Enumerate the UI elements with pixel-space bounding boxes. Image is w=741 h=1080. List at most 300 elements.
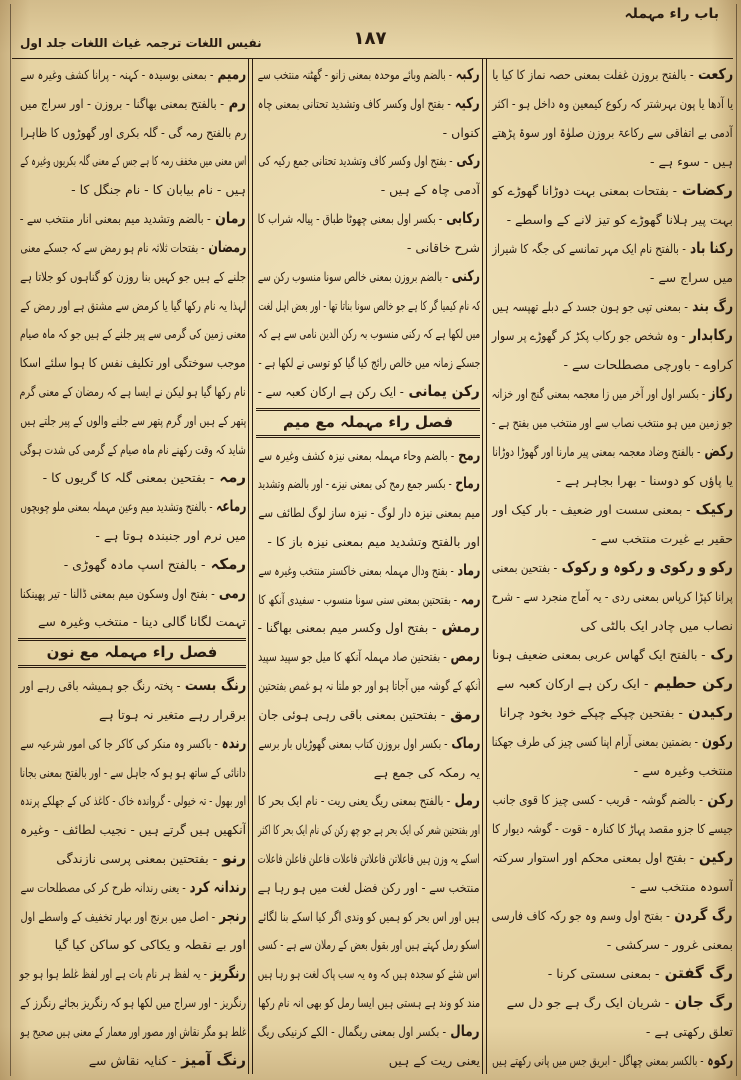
definition-text: - بفتحین چپکے چپکے خود بخود چرانا — [499, 705, 683, 720]
dictionary-entry — [256, 148, 480, 172]
entry-continuation-line — [490, 352, 733, 376]
headword: رکن — [706, 790, 733, 808]
line-content — [267, 529, 480, 553]
headword: رکن حطیم — [653, 674, 733, 692]
line-content — [492, 91, 733, 115]
dictionary-entry — [256, 264, 480, 288]
definition-text: - پختہ رنگ جو ہمیشہ باقی رہے اور — [20, 678, 181, 694]
entry-continuation-line — [256, 235, 480, 259]
dictionary-entry — [256, 206, 480, 230]
line-content — [497, 671, 733, 695]
definition-text: - باکسر وہ منکر کی کاکر جا کی امور شرعیہ سے — [20, 735, 218, 751]
line-content — [507, 990, 733, 1014]
headword: رم — [228, 93, 246, 112]
entry-continuation-line — [18, 932, 246, 956]
dictionary-entry — [18, 235, 246, 259]
headword: رمکہ — [210, 554, 246, 573]
definition-text: رنگریز - اور سراج میں لکھا ہو کہ رنگریز بجائے رنگرز کے — [19, 995, 246, 1010]
line-content — [258, 932, 480, 956]
entry-continuation-line — [18, 264, 246, 288]
definition-text: - بالکسر بمعنی چھاگل - ابریق جس میں پانی رکھتے ہیں — [491, 1053, 704, 1068]
line-content — [492, 236, 733, 260]
line-content — [492, 787, 733, 811]
entry-continuation-line — [18, 1019, 246, 1043]
line-content — [258, 148, 480, 172]
headword: رکابدار — [689, 326, 733, 344]
definition-text: یا آدھا یا پون بہرشتر کہ رکوع کیمعین وہ داخل ہو - اکثر — [491, 96, 733, 111]
definition-text: اسکے یہ وزن ہیں فاعلاتن فاعلاتن فاعلات فاعلن فاعلن فاعلات — [257, 850, 480, 866]
headword: رمق — [449, 704, 480, 723]
dictionary-entry — [490, 555, 733, 579]
definition-text: اور بفتحتین شعر کی ایک بحر ہے جو چھ رکن کی نام ایک بحر کا اکثر — [258, 822, 480, 838]
dictionary-entry — [256, 379, 480, 403]
line-content — [64, 552, 246, 576]
line-content — [20, 581, 246, 605]
entry-continuation-line — [490, 874, 733, 898]
definition-text: میں نرم اور جنبندہ ہوتا ہے - — [95, 528, 246, 543]
entry-continuation-line — [18, 293, 246, 317]
definition-text: - ایک رکن ہے ارکان کعبہ سے — [496, 676, 649, 691]
entry-continuation-line — [18, 702, 246, 726]
definition-text: اور بھول - تہ خیولی - گرواندہ خاک - کاغذ کی کے جھلکے پرندہ — [19, 793, 246, 809]
definition-text: - بفتحات بمعنی بہت دوڑانا گھوڑے کو — [491, 183, 678, 198]
definition-text: - بفتحتین بمعنی سنی سونا منسوب - سفیدی آنکھ کا — [258, 591, 457, 607]
entry-continuation-line — [256, 904, 480, 928]
dictionary-entry — [18, 1048, 246, 1072]
line-content — [20, 817, 246, 841]
line-content — [20, 494, 246, 518]
headword: رگ جان — [674, 993, 733, 1011]
line-content — [20, 350, 246, 374]
line-content — [492, 584, 733, 608]
dictionary-entry — [256, 558, 480, 582]
definition-text: - بالفتح بروزن غفلت بمعنی حصہ نماز کا کیا یا — [492, 67, 694, 82]
line-content — [492, 845, 733, 869]
line-content — [407, 235, 480, 259]
definition-text: جسکے زمانہ میں خالص رائج کیا گیا کو توسی نے لکھا ہے - — [257, 355, 480, 371]
line-content — [492, 294, 733, 318]
dictionary-entry — [18, 494, 246, 518]
headword: رنگریز — [211, 964, 246, 983]
line-content — [89, 1048, 246, 1072]
line-content — [20, 760, 246, 784]
header-rule — [12, 58, 733, 59]
definition-text: آنکھ کے گوشہ میں آجاتا ہو اور جو ملتا نہ ہو غمص بفتحتین — [257, 678, 480, 694]
dictionary-entry — [490, 62, 733, 86]
line-content — [258, 702, 480, 726]
headword: رکون — [702, 732, 733, 750]
headword: رکوہ — [707, 1051, 733, 1069]
line-content — [20, 293, 246, 317]
definition-text: ہیں - نام بیابان کا - نام جنگل کا - — [71, 182, 246, 198]
line-content — [20, 673, 246, 697]
entry-continuation-line — [256, 990, 480, 1014]
definition-text: - بکسر اول بروزن کتاب بمعنی گھوڑیاں بار برسے — [258, 735, 448, 751]
definition-text: - بمعنی بوسیدہ - کہنہ - پرانا کشف وغیرہ سے — [19, 67, 214, 82]
headword: رمان — [215, 209, 246, 228]
definition-text: - ایک رکن ہے ارکان کعبہ سے - — [258, 383, 405, 399]
headword: رماد — [457, 560, 480, 579]
definition-text: - یعنی رندانہ طرح کر کی مصطلحات سے — [20, 879, 186, 895]
definition-text: کراوے - باورچی مصطلحات سے - — [563, 357, 733, 372]
column-rule-left — [248, 58, 253, 1074]
definition-text: یعنی ریت کے ہیں — [388, 1052, 480, 1068]
definition-text: - بالضم بروزن بمعنی خالص سونا منسوب رکن سے — [258, 268, 449, 284]
definition-text: - بمعنی تپی جو ہون جسد کے دبلے تھپسہ ہیں — [492, 299, 688, 314]
line-content — [258, 379, 480, 403]
definition-text: اس معنی میں مخفف رمہ کا ہے جس کے معنی گلہ بکریوں وغیرہ کے — [20, 153, 246, 169]
definition-text: شرح خاقانی - — [406, 239, 480, 255]
line-content — [492, 1048, 733, 1072]
dictionary-entry — [490, 787, 733, 811]
dictionary-entry — [256, 615, 480, 639]
dictionary-entry — [256, 702, 480, 726]
definition-text: اور بے نقطہ و یکاکی کو ساکن کیا گیا — [54, 937, 246, 953]
definition-text: پرانا کپڑا کرپاس بمعنی ردی - یہ آماج منجرد سے - شرح — [491, 589, 733, 604]
dictionary-entry — [490, 236, 733, 260]
dictionary-entry — [18, 846, 246, 870]
dictionary-entry — [18, 961, 246, 985]
dictionary-entry — [490, 497, 733, 521]
definition-text: - بالفتح بمعنی ریگ یعنی ریت - نام ایک بحر کا — [258, 793, 451, 809]
line-content — [258, 264, 480, 288]
definition-text: کنواں - — [442, 124, 480, 140]
headword: رنگ بست — [184, 676, 246, 695]
entry-continuation-line — [256, 177, 480, 201]
section-heading: فصل راء مہملہ مع نون — [18, 638, 246, 668]
line-content — [556, 468, 733, 492]
headword: رکابی — [446, 209, 480, 228]
entry-continuation-line — [490, 1019, 733, 1043]
entry-continuation-line — [490, 932, 733, 956]
headword: رماک — [450, 733, 480, 752]
line-content — [650, 265, 733, 289]
dictionary-entry — [18, 465, 246, 489]
entry-continuation-line — [490, 207, 733, 231]
dictionary-entry — [490, 381, 733, 405]
definition-text: میم بمعنی نیزہ دار لوگ - نیزہ ساز لوگ لطائف سے — [258, 505, 480, 521]
line-content — [500, 700, 734, 724]
headword: رکاز — [709, 384, 733, 402]
definition-text: بمعنی غرور - سرکشی - — [606, 937, 733, 952]
dictionary-entry — [256, 443, 480, 467]
dictionary-entry — [256, 471, 480, 495]
entry-continuation-line — [18, 760, 246, 784]
definition-text: حقیر بے غیرت منتخب سے - — [591, 531, 733, 546]
dictionary-entry — [490, 700, 733, 724]
definition-text: اس شئے کو سجدہ ہیں کہ وہ یہ سب پاک لغت ہو رہا ہیں — [258, 966, 480, 982]
line-content — [56, 846, 246, 870]
line-content — [258, 587, 480, 611]
line-content — [492, 555, 733, 579]
definition-text: کہ نام کیمیا گر کا ہے جو خالص سونا بناتا تھا - اور بعض اہل لغت — [257, 297, 480, 313]
entry-continuation-line — [18, 321, 246, 345]
dictionary-entry — [490, 294, 733, 318]
definition-text: - بالفتح وضاد معجمہ بمعنی پیر مارنا اور گھوڑا دوڑانا — [492, 444, 701, 459]
definition-text: - بکسر اول بمعنی چھوٹا طباق - پیالہ شراب کا — [258, 211, 443, 227]
definition-text: یہ رمکہ کی جمع ہے — [373, 764, 480, 780]
definition-text: - اصل میں برنج اور بہار تخفیف کے واسطے اول — [20, 908, 215, 924]
headword: رمل — [454, 791, 480, 810]
dictionary-entry — [18, 875, 246, 899]
line-content — [258, 817, 480, 841]
entry-continuation-line — [490, 410, 733, 434]
line-content — [507, 207, 733, 231]
line-content — [20, 788, 246, 812]
entry-continuation-line — [18, 177, 246, 201]
dictionary-entry — [490, 729, 733, 753]
headword: رک — [710, 645, 733, 663]
line-content — [492, 642, 733, 666]
definition-text: مند کو وند ہے ہستی ہیں ایسا رمل کو بھی انہ نام رکھا — [257, 995, 480, 1010]
headword: رندانہ کرد — [189, 877, 246, 896]
line-content — [258, 961, 480, 985]
line-content — [258, 904, 480, 928]
entry-continuation-line — [256, 846, 480, 870]
dictionary-entry — [18, 731, 246, 755]
definition-text: - بفتح اول وسم وہ جو رکہ کاف فارسی — [491, 908, 671, 923]
definition-text: آنکھیں ہیں گرتے ہیں - نجیب لطائف - وغیرہ — [19, 822, 246, 838]
definition-text: دانائی کے ساتھ ہو ہو کہ جاہل سے - اور بالفتح بمعنی بجانا — [19, 764, 246, 780]
line-content — [650, 149, 733, 173]
definition-text: میں لکھا ہے کہ رکنی منسوب بہ رکن الدین نامی سے ہے کہ — [258, 326, 480, 342]
line-content — [258, 990, 480, 1014]
definition-text: آسودہ منتخب سے - — [630, 879, 733, 894]
dictionary-entry — [256, 731, 480, 755]
definition-text: - بفتح ودال مہملہ بمعنی خاکستر منتخب وغیرہ سے — [258, 562, 454, 578]
definition-text: - بفتح اول وکسر کاف وتشدید تحتانی بمعنی چاہ — [257, 95, 452, 111]
headword: رندہ — [221, 733, 246, 752]
dictionary-entry — [18, 904, 246, 928]
line-content — [607, 932, 733, 956]
line-content — [20, 904, 246, 928]
headword: رکنی — [452, 266, 480, 285]
page-number: ۱۸۷ — [353, 28, 387, 49]
line-content — [95, 523, 246, 547]
line-content — [492, 178, 733, 202]
line-content — [258, 443, 480, 467]
line-content — [20, 731, 246, 755]
entry-continuation-line — [18, 379, 246, 403]
definition-text: آدمی چاہ کے ہیں - — [380, 182, 480, 198]
line-content — [258, 206, 480, 230]
definition-text: یا پاؤں کو دوسنا - بھرا بجاہر ہے - — [556, 473, 733, 488]
headword: رماح — [455, 474, 480, 493]
line-content — [374, 760, 480, 784]
dictionary-entry — [490, 642, 733, 666]
entry-continuation-line — [256, 120, 480, 144]
definition-text: - بفتحتین بمعنی باقی رہی ہوئی جان — [257, 706, 445, 722]
column-rule-right — [482, 58, 487, 1074]
line-content — [99, 702, 246, 726]
entry-continuation-line — [18, 990, 246, 1014]
dictionary-entry — [490, 178, 733, 202]
entry-continuation-line — [256, 875, 480, 899]
definition-text: جیسے کا جزو مقصد پہاڑ کا کنارہ - قوت - گوشہ دیوار کا — [492, 821, 733, 836]
chapter-title: باب راء مہملہ — [624, 6, 719, 22]
headword: رکنا باد — [689, 239, 733, 257]
entry-continuation-line — [490, 584, 733, 608]
headword: رمہ — [219, 468, 246, 487]
line-content — [258, 615, 480, 639]
headword: رکیک — [695, 500, 733, 518]
definition-text: - بالفتح وتشدید میم وعین مہملہ بمعنی ملو چوبچوں — [20, 499, 213, 515]
dictionary-entry — [256, 1019, 480, 1043]
entry-continuation-line — [490, 468, 733, 492]
line-content — [258, 788, 480, 812]
line-content — [258, 558, 480, 582]
line-content — [634, 758, 733, 782]
entry-continuation-line — [18, 609, 246, 633]
line-content — [43, 465, 246, 489]
dictionary-entry — [490, 1048, 733, 1072]
line-content — [492, 323, 733, 347]
definition-text: - بالضم گوشہ - قریب - کسی چیز کا قوی جانب — [491, 792, 703, 807]
line-content — [258, 471, 480, 495]
headword: رنجر — [218, 906, 246, 925]
page-border-left — [10, 4, 11, 1076]
definition-text: جو زمین میں ہو منتخب نصاب سے اور منتخب میں بفتح ہے - — [491, 415, 733, 430]
definition-text: تہمت لگانا گالی دینا - منتخب وغیرہ سے — [38, 614, 246, 630]
line-content — [258, 673, 480, 697]
definition-text: - بفتحین بمعنی گلہ کا گریوں کا - — [42, 470, 215, 486]
line-content — [258, 1019, 480, 1043]
dictionary-entry — [256, 644, 480, 668]
definition-text: اور بالفتح وتشدید میم بمعنی نیزہ باز کا - — [267, 534, 480, 549]
definition-text: - بالفتح اسپ مادہ گھوڑی - — [63, 556, 206, 572]
headword: رنگ آمیز — [181, 1050, 246, 1069]
dictionary-entry — [490, 990, 733, 1014]
line-content — [258, 62, 480, 86]
line-content — [71, 177, 246, 201]
definition-text: ہیں - سوء ہے - — [650, 154, 733, 169]
line-content — [492, 816, 733, 840]
line-content — [492, 120, 733, 144]
line-content — [20, 62, 246, 86]
definition-text: - بضمتین بمعنی آرام اپنا کسی چیز کی طرف جھکنا — [492, 734, 699, 749]
definition-text: - وہ شخص جو رکاب پکڑ کر گھوڑے پر سوار — [492, 328, 686, 343]
line-content — [443, 120, 480, 144]
entry-continuation-line — [256, 673, 480, 697]
definition-text: - بفتح اول وکسر میم بمعنی بھاگنا - — [258, 620, 437, 636]
middle-column — [256, 62, 480, 1072]
line-content — [20, 264, 246, 288]
line-content — [20, 437, 246, 461]
definition-text: - بفتح اول وسکون میم بمعنی ڈالنا - تیر پھینکنا — [19, 585, 215, 601]
line-content — [20, 990, 246, 1014]
definition-text: - بفتحتین صاد مہملہ آنکھ کا میل جو سپید سپید — [258, 649, 447, 665]
line-content — [381, 177, 480, 201]
line-content — [258, 644, 480, 668]
line-content — [631, 874, 733, 898]
headword: رمال — [450, 1021, 480, 1040]
definition-text: - بالفتح نام ایک مہر تمانسے کی جگہ کا شیراز — [492, 241, 686, 256]
line-content — [20, 206, 246, 230]
line-content — [258, 846, 480, 870]
line-content — [258, 731, 480, 755]
right-column — [490, 62, 733, 1072]
headword: رمہ — [460, 589, 480, 608]
headword: رماعہ — [215, 497, 246, 516]
definition-text: شاید کہ وقت رکھنے نام ماہ صیام کے گرمی کی شدت ہوگی — [20, 441, 246, 457]
definition-text: - بکسر جمع رمح کی بمعنی نیزے - اور بالضم وتشدید — [258, 476, 452, 492]
headword: رکین — [698, 848, 733, 866]
line-content — [258, 500, 480, 524]
line-content — [492, 497, 733, 521]
definition-text: معنی زمین کی گرمی سے پیر جلنے کے ہیں جو کہ ماہ صیام — [20, 326, 246, 342]
entry-continuation-line — [256, 961, 480, 985]
line-content — [258, 321, 480, 345]
definition-text: - بفتحین بمعنی — [492, 560, 558, 575]
line-content — [492, 62, 733, 86]
entry-continuation-line — [490, 816, 733, 840]
headword: رمح — [457, 445, 480, 464]
entry-continuation-line — [256, 529, 480, 553]
definition-text: - بکسر اول اور آخر میں زا معجمہ بمعنی گنج اور خزانہ — [491, 386, 706, 401]
headword: رکیدن — [688, 703, 733, 721]
definition-text: نصاب میں چادر ایک بالٹی کی — [580, 618, 733, 633]
dictionary-entry — [256, 91, 480, 115]
line-content — [492, 410, 733, 434]
headword: رگ گفتن — [664, 964, 733, 982]
entry-continuation-line — [18, 817, 246, 841]
line-content — [258, 293, 480, 317]
headword: رگ بند — [692, 297, 733, 315]
definition-text: رم بالفتح رمہ گی - گلہ بکری اور گھوڑوں کا ظاہرا — [20, 124, 246, 140]
line-content — [548, 961, 733, 985]
entry-continuation-line — [490, 265, 733, 289]
dictionary-entry — [256, 62, 480, 86]
line-content — [389, 1048, 480, 1072]
line-content — [20, 379, 246, 403]
definition-text: موجب سوختگی اور تکلیف نفس کا ہوا سلئے اسکا — [19, 355, 246, 371]
headword: رکبہ — [456, 65, 480, 83]
dictionary-entry — [256, 788, 480, 812]
entry-continuation-line — [490, 149, 733, 173]
entry-continuation-line — [490, 120, 733, 144]
definition-text: - کنایہ نقاش سے — [88, 1052, 177, 1068]
entry-continuation-line — [18, 148, 246, 172]
dictionary-entry — [490, 845, 733, 869]
entry-continuation-line — [490, 91, 733, 115]
definition-text: - بفتحات ثلاثہ نام ہو رمض سے کہ جسکے معنی — [20, 239, 205, 255]
headword: رکض — [704, 442, 733, 460]
entry-continuation-line — [256, 500, 480, 524]
line-content — [592, 526, 733, 550]
dictionary-entry — [18, 581, 246, 605]
headword: رمش — [441, 618, 480, 637]
entry-continuation-line — [256, 321, 480, 345]
left-column — [18, 62, 246, 1072]
definition-text: - بالضم وبائے موحدہ بمعنی زانو - گھٹنہ منتخب سے — [258, 67, 453, 82]
headword: رکی — [456, 151, 480, 170]
definition-text: برقرار رہے متغیر نہ ہوتا ہے — [99, 706, 246, 722]
line-content — [20, 321, 246, 345]
definition-text: ہیں اور اس بحر کو ہمیں کو وندی اگر کیا اسکے بنا لگائے — [258, 908, 480, 924]
line-content — [646, 1019, 733, 1043]
line-content — [492, 439, 733, 463]
headword: رکن یمانی — [408, 381, 480, 400]
headword: رمص — [450, 647, 480, 666]
entry-continuation-line — [256, 760, 480, 784]
entry-continuation-line — [256, 1048, 480, 1072]
line-content — [258, 91, 480, 115]
line-content — [20, 961, 246, 985]
entry-continuation-line — [18, 120, 246, 144]
definition-text: تعلق رکھتی ہے - — [645, 1024, 733, 1039]
dictionary-entry — [18, 552, 246, 576]
definition-text: - بالفتح ایک گھاس عربی بمعنی ضعیف ہونا — [492, 647, 706, 662]
